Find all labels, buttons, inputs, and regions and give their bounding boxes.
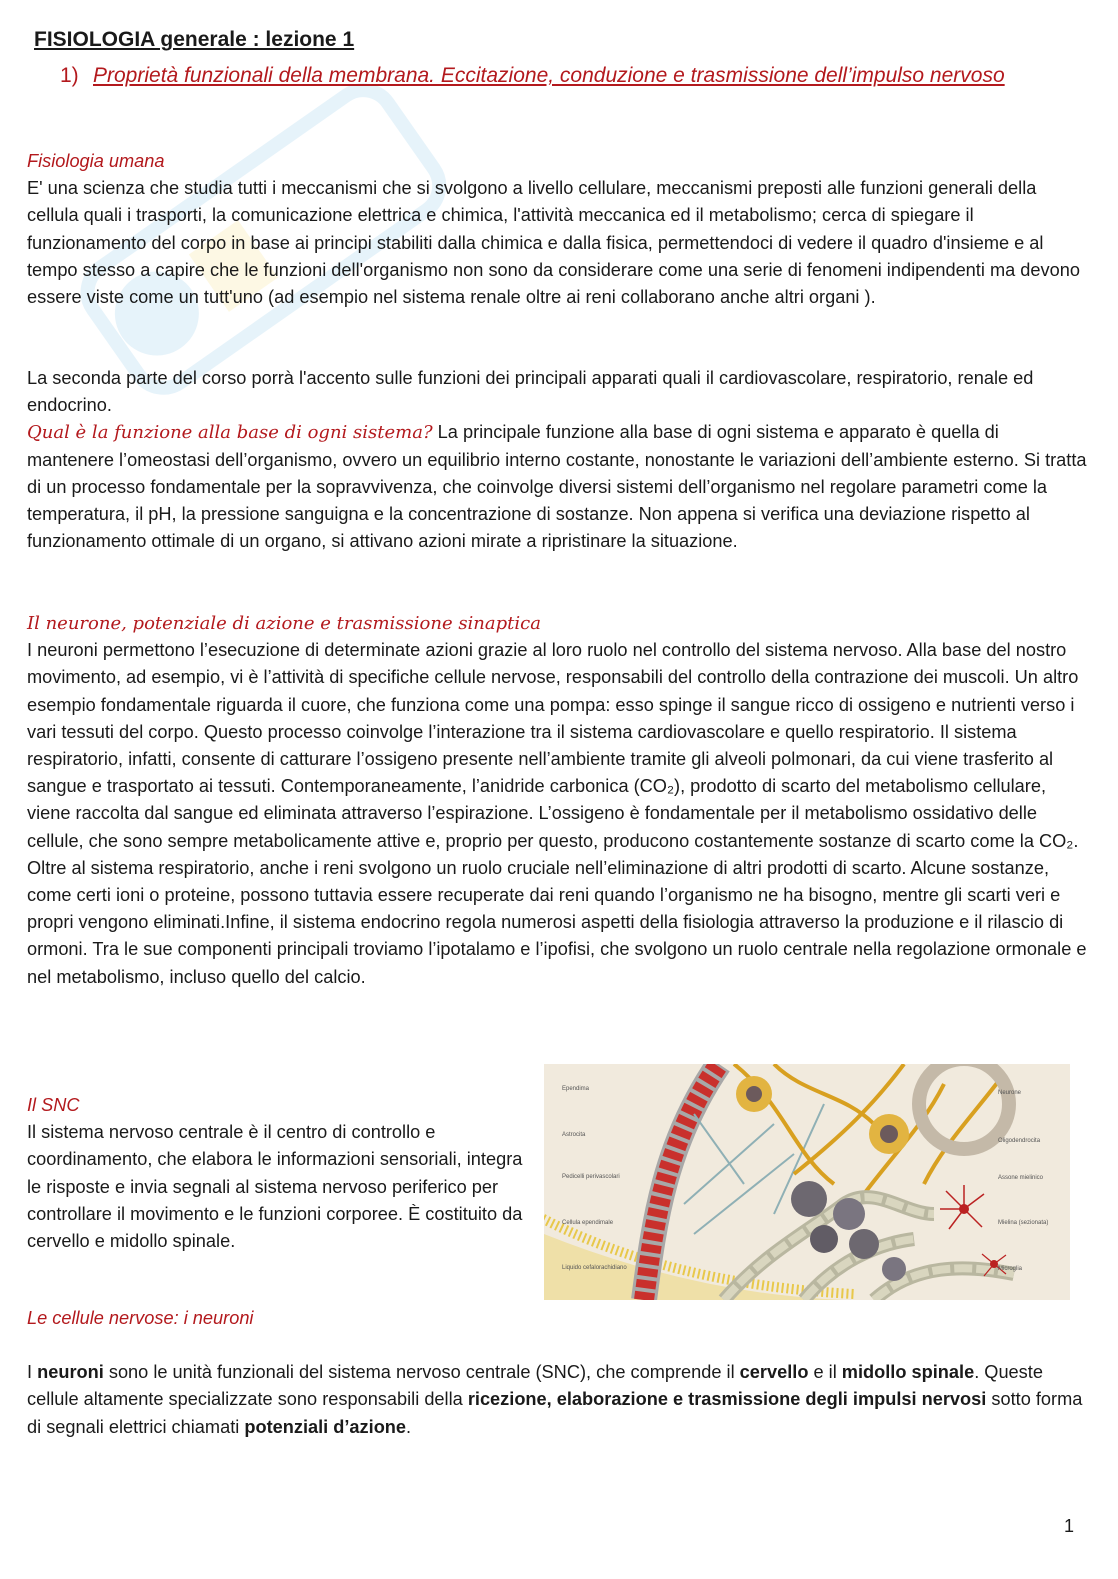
neurons-heading: Le cellule nervose: i neuroni	[27, 1308, 254, 1328]
figure-label: Ependima	[562, 1086, 590, 1092]
neurons-bold-term: neuroni	[37, 1362, 104, 1383]
course-section	[27, 365, 1087, 555]
neuron-section-paragraph: I neuroni permettono l’esecuzione di determinate azioni grazie al loro ruolo nel controllo del sistema nervoso. Alla base del nostro movimento, ad esempio, vi è l’attività di specifiche cellule nervose, responsabili del controllo della contrazione dei muscoli. Un altro esempio fondamentale riguarda il cuore, che funziona come una pompa: esso spinge il sangue ricco di ossigeno e nutrienti verso i vari tessuti del corpo. Questo processo coinvolge l’interazione tra il sistema cardiovascolare e quello respiratorio. Il sistema respiratorio, infatti, consente di catturare l’ossigeno presente nell’ambiente tramite gli alveoli polmonari, da cui viene trasferito al sangue e trasportato ai tessuti. Contemporaneamente, l’anidride carbonica (CO₂), prodotto di scarto del metabolismo cellulare, viene raccolta dal sangue ed eliminata attraverso l’espirazione. L’ossigeno è fondamentale per il metabolismo ossidativo delle cellule, che sono sempre metabolicamente attive e, proprio per questo, producono costantemente sostanze di scarto come la CO₂. Oltre al sistema respiratorio, anche i reni svolgono un ruolo cruciale nell’eliminazione di altri prodotti di scarto. Alcune sostanze, come certi ioni o proteine, possono tuttavia essere recuperate dai reni quando l’organismo ne ha bisogno, mentre gli scarti veri e propri vengono eliminati.Infine, il sistema endocrino regola numerosi aspetti della fisiologia attraverso la produzione e il rilascio di ormoni. Tra le sue componenti principali troviamo l’ipotalamo e l’ipofisi, che svolgono un ruolo centrale nella regolazione ormonale e nel metabolismo, incluso quello del calcio.	[27, 640, 1087, 987]
intro-section	[27, 148, 1087, 311]
neurons-bold-term: midollo spinale	[841, 1362, 975, 1383]
figure-label: Oligodendrocita	[998, 1138, 1041, 1144]
neurons-bold-term: cervello	[739, 1362, 809, 1383]
snc-paragraph: Il sistema nervoso centrale è il centro di controllo e coordinamento, che elabora le informazioni sensoriali, integra le risposte e invia segnali al sistema nervoso periferico per controllare il movimento e le funzioni corporee. È costituito da cervello e midollo spinale.	[27, 1122, 523, 1252]
neurons-text: sono le unità funzionali del sistema nervoso centrale (SNC), che comprende il	[103, 1362, 740, 1383]
document-title: FISIOLOGIA generale : lezione 1	[34, 28, 355, 51]
snc-section	[27, 1092, 527, 1255]
snc-heading: Il SNC	[27, 1095, 80, 1115]
figure-label: Microglia	[998, 1266, 1023, 1272]
course-part-paragraph: La seconda parte del corso porrà l'accento sulle funzioni dei principali apparati quali il cardiovascolare, respiratorio, renale ed endocrino.	[27, 368, 1034, 416]
neurons-paragraph	[27, 1359, 1087, 1441]
intro-paragraph: E' una scienza che studia tutti i meccanismi che si svolgono a livello cellulare, meccanismi preposti alle funzioni generali della cellula quali i trasporti, la comunicazione elettrica e chimica, l'attività meccanica ed il metabolismo; cerca di spiegare il funzionamento del corpo in base ai principi stabiliti dalla chimica e dalla fisica, permettendoci di vedere il quadro d'insieme e al tempo stesso a capire che le funzioni dell'organismo non sono da considerare come una serie di fenomeni indipendenti ma devono essere viste come un tutt'uno (ad esempio nel sistema renale oltre ai reni collaborano anche altri organi ).	[27, 178, 1080, 308]
neurons-text: sotto forma di segnali elettrici chiamati	[27, 1389, 1083, 1437]
figure-label: Assone mielinico	[998, 1175, 1044, 1181]
neuron-intro-section	[27, 610, 1087, 991]
neurons-text: I	[27, 1362, 38, 1383]
function-paragraph	[27, 419, 1087, 555]
figure-label: Neurone	[998, 1090, 1022, 1096]
figure-label: Cellula ependimale	[562, 1220, 614, 1226]
function-answer: La principale funzione alla base di ogni sistema e apparato è quella di mantenere l’omeostasi dell’organismo, ovvero un equilibrio interno costante, nonostante le variazioni dell’ambiente esterno. Si tratta di un processo fondamentale per la sopravvivenza, che coinvolge diversi sistemi dell’organismo nel regolare parametri come la temperatura, il pH, la pressione sanguigna e la concentrazione di sostanze. Non appena si verifica una deviazione rispetto al funzionamento ottimale di un organo, si attivano azioni mirate a ripristinare la situazione.	[27, 422, 1087, 552]
neuron-section-heading: Il neurone, potenziale di azione e trasmissione sinaptica	[27, 613, 541, 634]
neurons-bold-term: ricezione, elaborazione e trasmissione degli impulsi nervosi	[467, 1389, 987, 1410]
function-question: Qual è la funzione alla base di ogni sistema?	[27, 422, 433, 444]
figure-label: Mielina (sezionata)	[998, 1220, 1049, 1226]
figure-label: Pedicelli perivascolari	[562, 1174, 620, 1180]
neurons-bold-term: potenziali d’azione	[244, 1416, 407, 1437]
figure-label: Liquido cefalorachidiano	[562, 1265, 627, 1271]
figure-label: Astrocita	[562, 1132, 586, 1138]
intro-heading: Fisiologia umana	[27, 151, 165, 171]
lesson-heading-text: Proprietà funzionali della membrana. Eccitazione, conduzione e trasmissione dell’impulso nervoso	[93, 64, 1005, 87]
lesson-heading	[60, 60, 1070, 92]
neurons-section	[27, 1305, 1087, 1441]
neurons-text: e il	[808, 1362, 842, 1383]
page-number: 1	[1063, 1516, 1074, 1536]
neurons-text: . Queste cellule altamente specializzate sono responsabili della	[27, 1362, 1043, 1410]
neurons-text: .	[406, 1416, 412, 1437]
lesson-number: 1)	[60, 64, 79, 87]
nervous-tissue-illustration	[544, 1064, 1070, 1300]
